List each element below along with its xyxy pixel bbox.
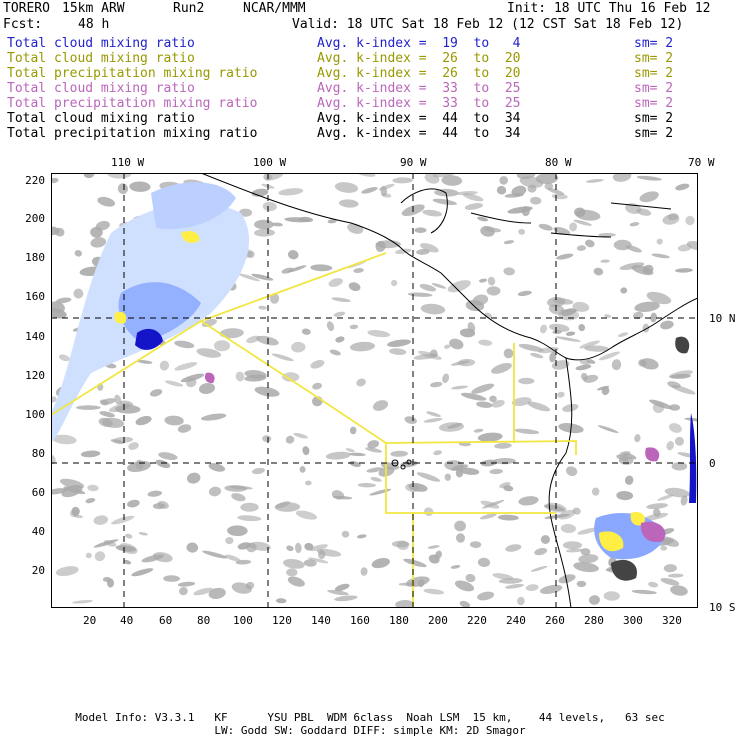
legend-field-3: Total precipitation mixing ratio: [7, 66, 258, 81]
y-tick-label: 120: [25, 369, 45, 382]
x-tick-label: 180: [389, 614, 409, 627]
legend-kindex-5: Avg. k-index = 33 to 25: [317, 96, 521, 111]
legend-kindex-1: Avg. k-index = 19 to 4: [317, 36, 521, 51]
legend-sm-1: sm= 2: [634, 36, 674, 51]
y-tick-label: 160: [25, 290, 45, 303]
legend-kindex-4: Avg. k-index = 33 to 25: [317, 81, 521, 96]
legend-sm-2: sm= 2: [634, 51, 674, 66]
legend-kindex-3: Avg. k-index = 26 to 20: [317, 66, 521, 81]
map-panel: [51, 173, 698, 608]
legend-sm-6: sm= 2: [634, 111, 674, 126]
lat-label-10s: 10 S: [709, 601, 736, 614]
x-tick-label: 100: [233, 614, 253, 627]
y-tick-label: 40: [31, 525, 45, 538]
y-tick-label: 180: [25, 251, 45, 264]
cloud-blob: [518, 378, 534, 384]
center-label: NCAR/MMM: [243, 1, 306, 16]
x-tick-label: 160: [350, 614, 370, 627]
lon-label-110w: 110 W: [111, 156, 145, 169]
valid-time: Valid: 18 UTC Sat 18 Feb 12 (12 CST Sat 18 Feb 12): [292, 17, 684, 32]
legend-sm-7: sm= 2: [634, 126, 674, 141]
model-info-line2: LW: Godd SW: Goddard DIFF: simple KM: 2D Smagor: [214, 724, 526, 737]
legend-sm-4: sm= 2: [634, 81, 674, 96]
cloud-blob: [563, 541, 582, 549]
y-tick-label: 140: [25, 330, 45, 343]
cloud-blob: [240, 503, 258, 512]
legend-field-6: Total cloud mixing ratio: [7, 111, 195, 126]
legend-kindex-2: Avg. k-index = 26 to 20: [317, 51, 521, 66]
x-tick-label: 260: [545, 614, 565, 627]
legend-sm-3: sm= 2: [634, 66, 674, 81]
y-tick-label: 200: [25, 212, 45, 225]
legend-field-7: Total precipitation mixing ratio: [7, 126, 258, 141]
lon-label-70w: 70 W: [688, 156, 715, 169]
init-time: Init: 18 UTC Thu 16 Feb 12: [507, 1, 711, 16]
model-info-line1: Model Info: V3.3.1 KF YSU PBL WDM 6class Noah LSM 15 km, 44 levels, 63 sec: [75, 711, 665, 724]
lat-label-10n: 10 N: [709, 312, 736, 325]
x-tick-label: 140: [311, 614, 331, 627]
x-tick-label: 20: [83, 614, 97, 627]
y-tick-label: 100: [25, 408, 45, 421]
y-tick-label: 20: [31, 564, 45, 577]
x-tick-label: 200: [428, 614, 448, 627]
forecast-hour: 48 h: [78, 17, 110, 32]
cloud-blob: [254, 220, 274, 230]
x-tick-label: 300: [623, 614, 643, 627]
y-tick-label: 60: [31, 486, 45, 499]
legend-sm-5: sm= 2: [634, 96, 674, 111]
cloud-blob: [415, 227, 427, 233]
x-tick-label: 60: [159, 614, 173, 627]
grid-spacing: 15km ARW: [62, 1, 125, 16]
run-label: Run2: [173, 1, 205, 16]
x-tick-label: 320: [662, 614, 682, 627]
cloud-blob: [577, 581, 587, 587]
cloud-blob: [350, 427, 357, 435]
legend-kindex-7: Avg. k-index = 44 to 34: [317, 126, 521, 141]
legend-field-5: Total precipitation mixing ratio: [7, 96, 258, 111]
legend-field-4: Total cloud mixing ratio: [7, 81, 195, 96]
legend-field-1: Total cloud mixing ratio: [7, 36, 195, 51]
x-tick-label: 240: [506, 614, 526, 627]
lat-label-0: 0: [709, 457, 716, 470]
lon-label-90w: 90 W: [400, 156, 427, 169]
forecast-label: Fcst:: [3, 17, 43, 32]
y-tick-label: 220: [25, 174, 45, 187]
x-tick-label: 220: [467, 614, 487, 627]
y-tick-label: 80: [31, 447, 45, 460]
cloud-blob: [76, 405, 101, 410]
lon-label-100w: 100 W: [253, 156, 287, 169]
x-tick-label: 40: [120, 614, 134, 627]
legend-kindex-6: Avg. k-index = 44 to 34: [317, 111, 521, 126]
model-name: TORERO: [3, 1, 50, 16]
cloud-blob: [598, 233, 616, 237]
x-tick-label: 120: [272, 614, 292, 627]
x-tick-label: 280: [584, 614, 604, 627]
lon-label-80w: 80 W: [545, 156, 572, 169]
legend-field-2: Total cloud mixing ratio: [7, 51, 195, 66]
x-tick-label: 80: [197, 614, 211, 627]
